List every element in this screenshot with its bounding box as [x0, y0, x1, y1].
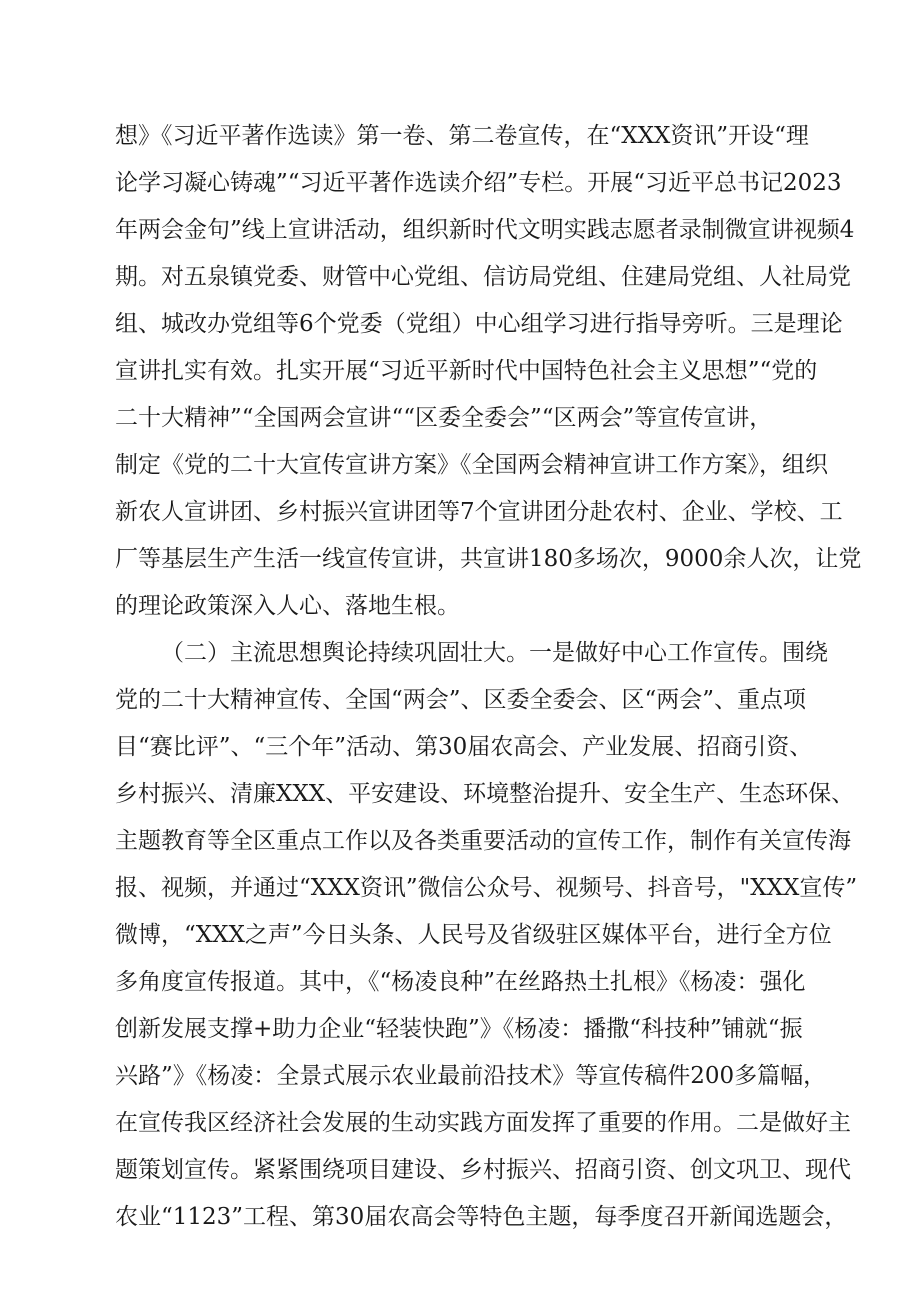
text-line: 想》《习近平著作选读》第一卷、第二卷宣传，在“XXX资讯”开设“理 — [115, 123, 809, 149]
text-line: 创新发展支撑+助力企业“轻装快跑”》《杨凌：播撒“科技种”铺就“振 — [115, 1016, 803, 1042]
text-line: 的理论政策深入人心、落地生根。 — [115, 593, 460, 619]
text-line: 党的二十大精神宣传、全国“两会”、区委全委会、区“两会”、重点项 — [115, 687, 807, 713]
text-line: 乡村振兴、清廉XXX、平安建设、环境整治提升、安全生产、生态环保、 — [115, 781, 855, 807]
text-line: 目“赛比评”、“三个年”活动、第30届农高会、产业发展、招商引资、 — [115, 734, 813, 760]
text-line: 主题教育等全区重点工作以及各类重要活动的宣传工作，制作有关宣传海 — [115, 828, 851, 854]
text-line: 农业“1123”工程、第30届农高会等特色主题，每季度召开新闻选题会， — [115, 1204, 848, 1230]
paragraph-start-line: （二）主流思想舆论持续巩固壮大。一是做好中心工作宣传。围绕 — [161, 640, 828, 666]
text-line: 宣讲扎实有效。扎实开展“习近平新时代中国特色社会主义思想”“党的 — [115, 358, 818, 384]
text-line: 多角度宣传报道。其中，《“杨凌良种”在丝路热土扎根》《杨凌：强化 — [115, 969, 806, 995]
text-line: 期。对五泉镇党委、财管中心党组、信访局党组、住建局党组、人社局党 — [115, 264, 851, 290]
text-line: 厂等基层生产生活一线宣传宣讲，共宣讲180多场次，9000余人次，让党 — [115, 546, 862, 572]
text-line: 组、城改办党组等6个党委（党组）中心组学习进行指导旁听。三是理论 — [115, 311, 843, 337]
text-line: 二十大精神”“全国两会宣讲““区委全委会”“区两会”等宣传宣讲， — [115, 405, 773, 431]
text-line: 年两会金句”线上宣讲活动，组织新时代文明实践志愿者录制微宣讲视频4 — [115, 217, 855, 243]
text-line: 新农人宣讲团、乡村振兴宣讲团等7个宣讲团分赴农村、企业、学校、工 — [115, 499, 843, 525]
text-line: 题策划宣传。紧紧围绕项目建设、乡村振兴、招商引资、创文巩卫、现代 — [115, 1157, 851, 1183]
text-line: 报、视频，并通过“XXX资讯”微信公众号、视频号、抖音号，"XXX宣传” — [115, 875, 858, 901]
text-line: 兴路”》《杨凌：全景式展示农业最前沿技术》等宣传稿件200多篇幅， — [115, 1063, 827, 1089]
text-line: 制定《党的二十大宣传宣讲方案》《全国两会精神宣讲工作方案》，组织 — [115, 452, 828, 478]
text-line: 微博，“XXX之声”今日头条、人民号及省级驻区媒体平台，进行全方位 — [115, 922, 832, 948]
text-line: 论学习凝心铸魂”“习近平著作选读介绍”专栏。开展“习近平总书记2023 — [115, 170, 842, 196]
text-line: 在宣传我区经济社会发展的生动实践方面发挥了重要的作用。二是做好主 — [115, 1110, 851, 1136]
